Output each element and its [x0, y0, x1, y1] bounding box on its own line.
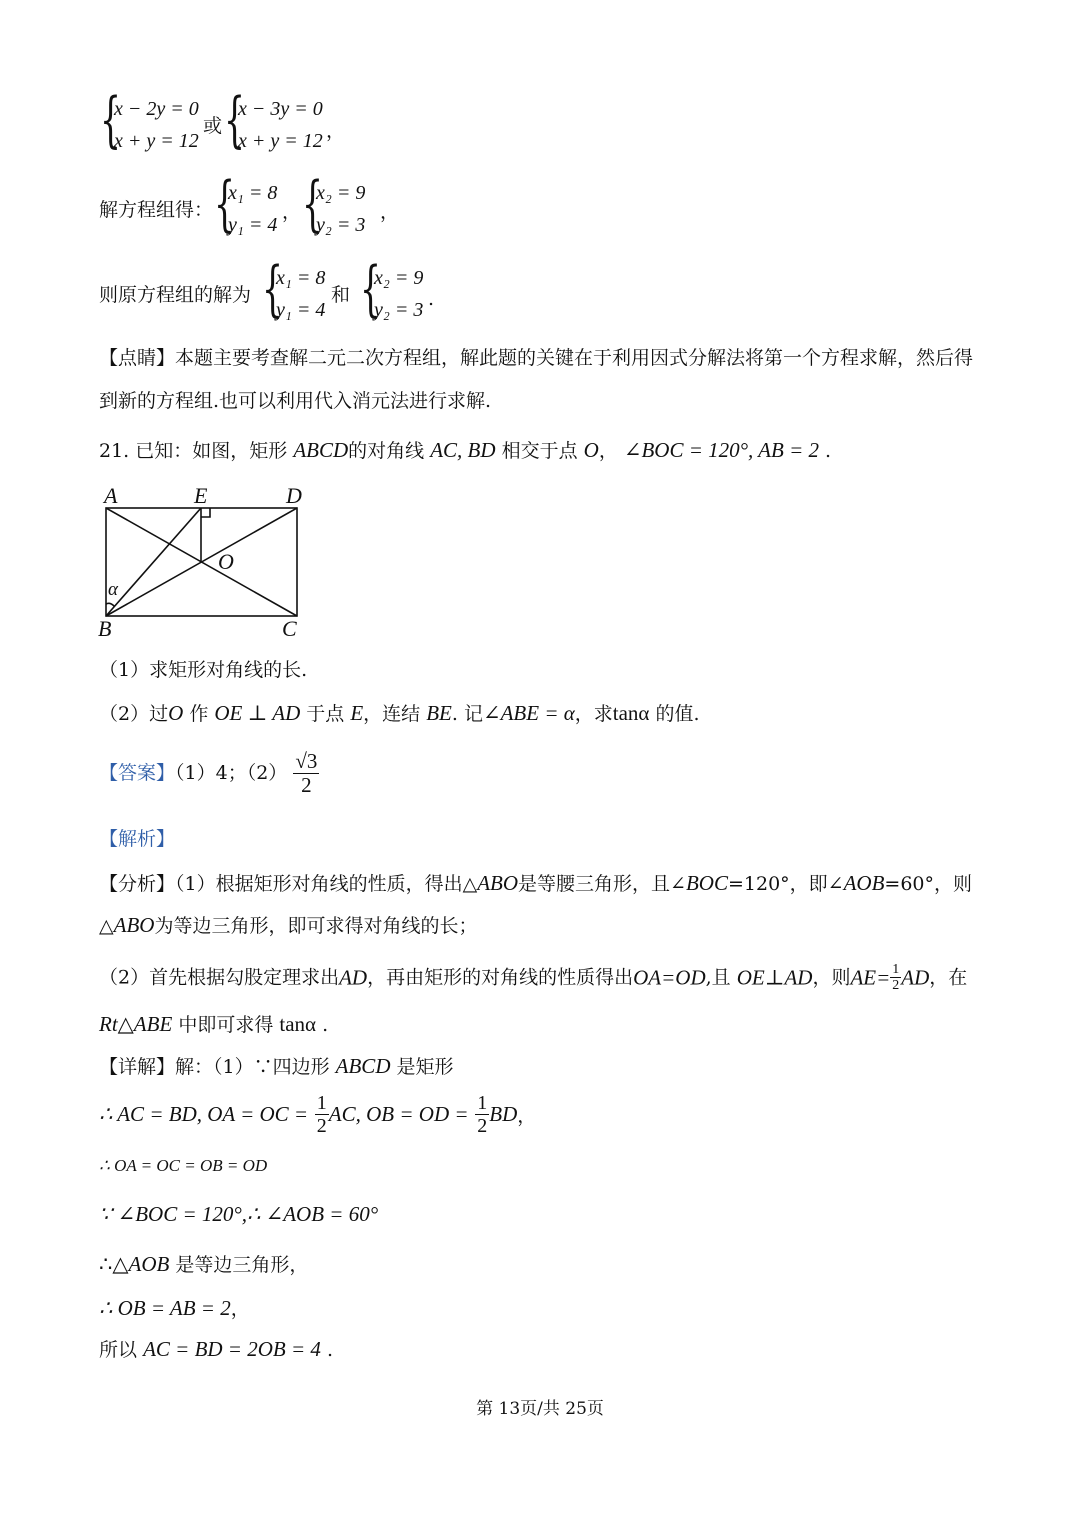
f-oaod: OA=OD: [633, 965, 706, 990]
xiangjie-eq2: ∴ OA = OC = OB = OD: [99, 1156, 268, 1175]
p2-angle: ∠ABE = α: [482, 701, 575, 725]
comma: ，: [282, 201, 302, 223]
f-boc: BOC: [685, 871, 728, 895]
xiangjie-eq6: [99, 1339, 333, 1360]
numerator: 1: [316, 1092, 327, 1114]
label-o: O: [218, 549, 234, 574]
x-eq: ∴ AC = BD, OA = OC =: [99, 1102, 309, 1126]
equation: y₁ = 4: [228, 214, 278, 236]
equation: x₁ = 8: [276, 267, 326, 289]
f-abo: ABO: [113, 913, 155, 937]
f-text: 中即可求得: [178, 1014, 274, 1036]
label-b: B: [98, 616, 112, 641]
denominator: 2: [301, 773, 312, 798]
f-text: .: [322, 1014, 329, 1036]
dianjing-text: 本题主要考查解二元二次方程组，解此题的关键在于利用因式分解法将第一个方程求解，然后得: [175, 347, 974, 369]
x-eq: BD: [489, 1102, 518, 1126]
xiangjie-eq4: [99, 1254, 308, 1275]
p2-text: 作: [189, 703, 209, 725]
brace: {: [360, 254, 382, 324]
solve-label: 解方程组得：: [99, 199, 214, 221]
or-word: 或: [203, 115, 223, 137]
page-footer: 第 13页/共 25页: [476, 1399, 604, 1419]
label-alpha: α: [108, 579, 118, 600]
brace: {: [100, 85, 122, 155]
dianjing-line1: [99, 349, 973, 368]
equation: x₂ = 9: [316, 182, 366, 204]
q-abcd: ABCD: [293, 438, 349, 462]
fenxi-line2: [99, 915, 477, 936]
f-text: △: [99, 915, 114, 937]
p2-e: E: [350, 701, 364, 725]
and-word: 和: [331, 284, 351, 306]
xiangjie-eq3: ∵ ∠BOC = 120°,∴ ∠AOB = 60°: [99, 1202, 379, 1226]
denominator: 2: [316, 1115, 327, 1137]
numerator: 1: [892, 962, 900, 977]
p2-text: 于点: [306, 703, 345, 725]
period: .: [428, 288, 435, 310]
equation: y₂ = 3: [316, 214, 366, 236]
p2-text: 的值.: [655, 703, 700, 725]
segment-be: [106, 508, 201, 616]
answer-text: （1）4；（2）: [175, 762, 288, 785]
part-1: （1）求矩形对角线的长.: [99, 659, 308, 681]
fraction: [315, 1092, 329, 1137]
brace: {: [262, 254, 284, 324]
q-text: .: [825, 440, 832, 462]
x-eq: AC, OB = OD =: [328, 1102, 469, 1126]
f-text: ,且: [705, 966, 731, 989]
question-21: [99, 440, 831, 461]
comma: ，: [326, 120, 346, 142]
x-text: 所以: [99, 1339, 138, 1361]
label-a: A: [104, 483, 118, 508]
denominator: 2: [892, 978, 900, 994]
xiangjie-tag: 【详解】: [99, 1056, 176, 1078]
q-condition: ∠BOC = 120°, AB = 2: [623, 438, 819, 462]
x-text: 解：（1）∵四边形: [175, 1056, 330, 1078]
f-tan: tanα: [279, 1012, 317, 1036]
q-text: 相交于点: [501, 440, 578, 462]
p2-o: O: [168, 701, 184, 725]
f-text: ，在: [929, 966, 968, 989]
equation: x + y = 12: [114, 130, 199, 152]
x-text: .: [326, 1339, 333, 1361]
xiangjie-line0: [99, 1056, 454, 1077]
rectangle-figure: [95, 482, 335, 642]
p2-oe: OE ⊥ AD: [214, 701, 301, 725]
jiexi-tag: 【解析】: [99, 828, 176, 850]
equation: x₂ = 9: [374, 267, 424, 289]
equation: y₂ = 3: [374, 299, 424, 321]
answer-tag: 【答案】: [99, 762, 176, 785]
x-text: 是等边三角形，: [175, 1254, 309, 1276]
label-d: D: [286, 483, 302, 508]
f-abo: ABO: [477, 871, 519, 895]
f-aob: AOB: [843, 871, 885, 895]
f-text: =120°，即∠: [727, 873, 844, 895]
q-text: ，: [598, 440, 618, 462]
equation: x − 2y = 0: [114, 98, 199, 120]
q-text: 的对角线: [348, 440, 425, 462]
q-acbd: AC, BD: [430, 438, 496, 462]
brace: {: [302, 169, 324, 239]
x-text: ，: [230, 1298, 250, 1320]
x-eq: ∴ OB = AB = 2: [99, 1296, 231, 1320]
f-text: 是等腰三角形，且∠: [518, 873, 686, 895]
answer-fraction: [293, 750, 319, 797]
fenxi-line3: [99, 962, 967, 994]
xiangjie-eq1: [99, 1092, 536, 1137]
half-fraction: [890, 962, 901, 994]
dianjing-line2: 到新的方程组.也可以利用代入消元法进行求解.: [99, 390, 492, 412]
fenxi-tag: 【分析】: [99, 873, 176, 895]
x-text: ，: [517, 1105, 537, 1127]
equation: y₁ = 4: [276, 299, 326, 321]
fenxi-line1: [99, 873, 972, 894]
right-angle-mark: [201, 508, 210, 517]
p2-be: BE: [426, 701, 452, 725]
brace: {: [214, 169, 236, 239]
f-text: ，则: [812, 966, 851, 989]
f-text: 为等边三角形，即可求得对角线的长；: [154, 915, 478, 937]
f-rt: Rt△ABE: [99, 1012, 173, 1036]
equation: x + y = 12: [238, 130, 323, 152]
p2-text: ，求: [574, 703, 613, 725]
f-text: ，再由矩形的对角线的性质得出: [367, 966, 634, 989]
equation: x₁ = 8: [228, 182, 278, 204]
x-text: 是矩形: [396, 1056, 454, 1078]
p2-text: （2）过: [99, 703, 169, 725]
f-oeperp: OE⊥AD: [736, 965, 813, 990]
comma: ，: [380, 201, 400, 223]
alpha-arc: [106, 603, 114, 606]
dianjing-tag: 【点睛】: [99, 347, 176, 369]
brace: {: [224, 85, 246, 155]
fenxi-line4: [99, 1014, 328, 1035]
q-o: O: [583, 438, 599, 462]
numerator: 1: [477, 1092, 488, 1114]
f-ae: AE=: [850, 965, 891, 990]
numerator: √3: [295, 749, 318, 773]
answer-line: [99, 750, 319, 797]
part-2: [99, 703, 700, 724]
x-eq: ∴△: [99, 1252, 129, 1276]
p2-tan: tanα: [612, 701, 650, 725]
f-ad: AD: [339, 965, 368, 990]
q-text: 21. 已知：如图，矩形: [99, 440, 288, 462]
label-e: E: [194, 483, 208, 508]
f-text: （1）根据矩形对角线的性质，得出△: [175, 873, 478, 895]
x-eq: AC = BD = 2OB = 4: [143, 1337, 321, 1361]
label-c: C: [282, 616, 297, 641]
x-aob: AOB: [128, 1252, 170, 1276]
p2-text: . 记: [451, 703, 483, 725]
f-text: =60°，则: [884, 873, 973, 895]
f-text: （2）首先根据勾股定理求出: [99, 966, 340, 989]
denominator: 2: [477, 1115, 488, 1137]
f-ad: AD: [901, 965, 930, 990]
p2-text: ，连结: [363, 703, 421, 725]
xiangjie-eq5: [99, 1296, 250, 1321]
x-abcd: ABCD: [335, 1054, 391, 1078]
result-label: 则原方程组的解为: [99, 284, 252, 306]
equation: x − 3y = 0: [238, 98, 323, 120]
fraction: [475, 1092, 489, 1137]
